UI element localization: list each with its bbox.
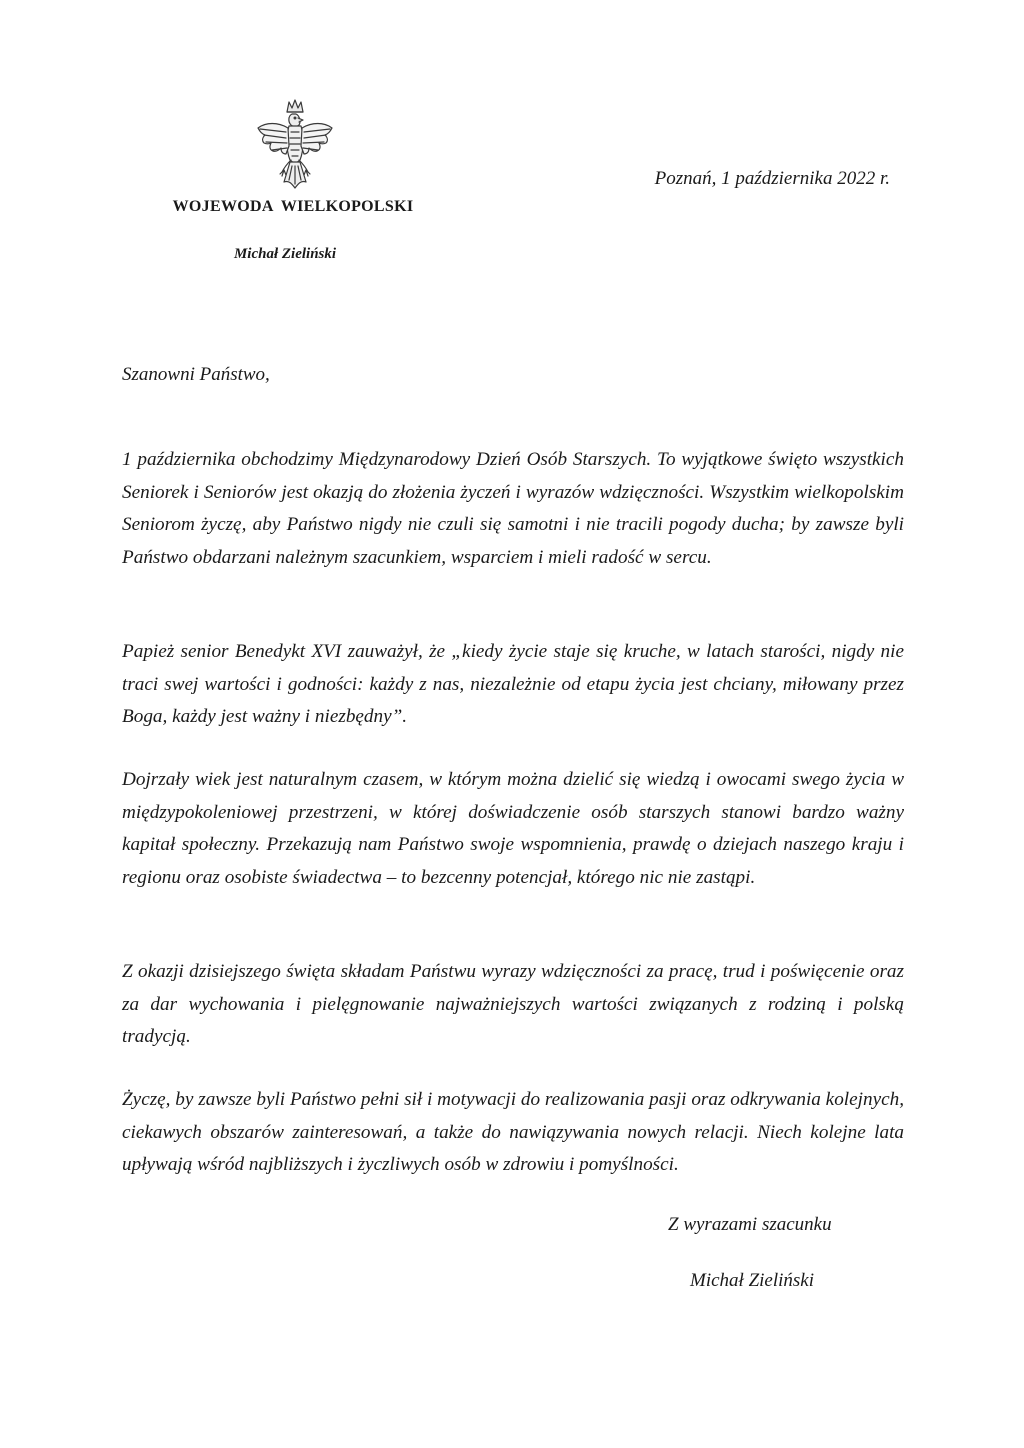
letter-paragraph: Życzę, by zawsze byli Państwo pełni sił i motywacji do realizowania pasji oraz odkrywania kolejnych, ciekawych obszarów zainteresowań, a także do nawiązywania nowych relacji. Niech kolejne lata upływają wśród najbliższych i życzliwych osób w zdrowiu i pomyślności. [122,1089,904,1175]
letter-paragraph: Papież senior Benedykt XVI zauważył, że „kiedy życie staje się kruche, w latach starości, nigdy nie traci swej wartości i godności: każdy z nas, niezależnie od etapu życia jest chciany, miłowany przez Boga, każdy jest ważny i niezbędny”. [122,641,904,727]
office-holder-name: Michał Zieliński [233,246,337,262]
closing-phrase: Z wyrazami szacunku [668,1214,832,1235]
letter-paragraph: Z okazji dzisiejszego święta składam Państwu wyrazy wdzięczności za pracę, trud i poświęcenie oraz za dar wychowania i pielęgnowanie najważniejszych wartości związanych z rodziną i polską tradycją. [122,961,904,1047]
place-and-date: Poznań, 1 października 2022 r. [654,168,890,189]
office-title: WOJEWODA WIELKOPOLSKI [172,198,414,215]
letter-paragraph: Dojrzały wiek jest naturalnym czasem, w którym można dzielić się wiedzą i owocami swego życia w międzypokoleniowej przestrzeni, w której doświadczenie osób starszych stanowi bardzo ważny kapitał społeczny. Przekazują nam Państwo swoje wspomnienia, prawdę o dziejach naszego kraju i regionu oraz osobiste świadectwa – to bezcenny potencjał, którego nic nie zastąpi. [122,769,904,888]
letter-paragraph: 1 października obchodzimy Międzynarodowy Dzień Osób Starszych. To wyjątkowe święto wszystkich Seniorek i Seniorów jest okazją do złożenia życzeń i wyrazów wdzięczności. Wszystkim wielkopolskim Seniorom życzę, aby Państwo nigdy nie czuli się samotni i nie tracili pogody ducha; by zawsze byli Państwo obdarzani należnym szacunkiem, wsparciem i mieli radość w sercu. [122,449,904,568]
crowned-eagle-emblem-icon [254,98,336,190]
signature-name: Michał Zieliński [690,1270,815,1291]
salutation: Szanowni Państwo, [122,364,270,385]
